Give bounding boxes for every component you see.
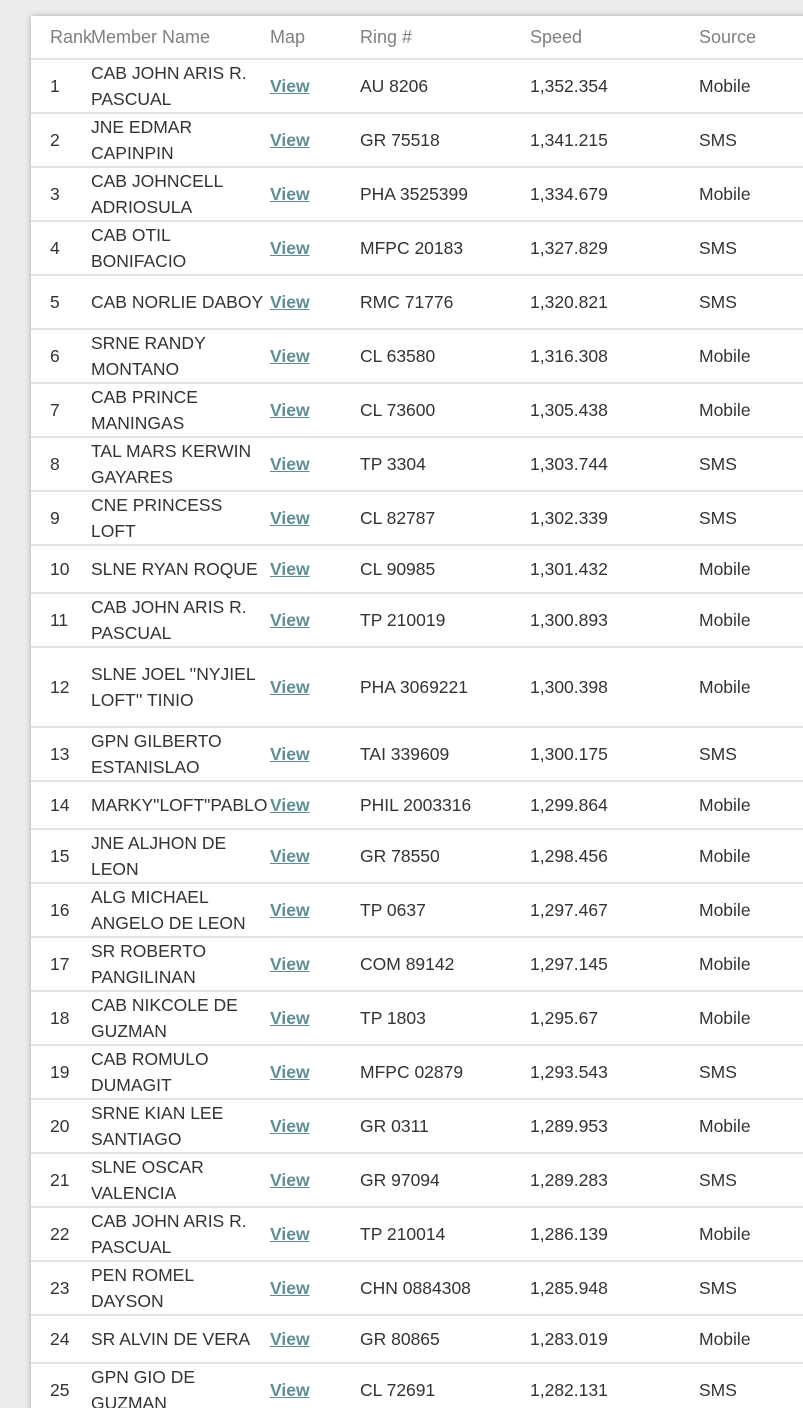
- map-cell: [270, 1261, 360, 1315]
- ring-number-cell: TP 0637: [360, 883, 530, 937]
- speed-cell: 1,283.019: [530, 1315, 699, 1363]
- view-map-link[interactable]: View: [270, 454, 310, 474]
- table-row: [31, 545, 803, 593]
- source-cell: SMS: [699, 275, 803, 329]
- table-row: [31, 991, 803, 1045]
- view-map-link[interactable]: View: [270, 559, 310, 579]
- source-cell: Mobile: [699, 937, 803, 991]
- ring-number-cell: CHN 0884308: [360, 1261, 530, 1315]
- table-row: [31, 1261, 803, 1315]
- rank-cell: 13: [31, 727, 91, 781]
- rank-cell: 25: [31, 1363, 91, 1408]
- member-name-cell: TAL MARS KERWIN GAYARES: [91, 437, 270, 491]
- view-map-link[interactable]: View: [270, 744, 310, 764]
- header-source: Source: [699, 16, 803, 59]
- speed-cell: 1,341.215: [530, 113, 699, 167]
- map-cell: [270, 781, 360, 829]
- ring-number-cell: TAI 339609: [360, 727, 530, 781]
- view-map-link[interactable]: View: [270, 76, 310, 96]
- speed-cell: 1,282.131: [530, 1363, 699, 1408]
- header-map: Map: [270, 16, 360, 59]
- map-cell: [270, 275, 360, 329]
- rank-cell: 7: [31, 383, 91, 437]
- table-row: [31, 1153, 803, 1207]
- ring-number-cell: CL 82787: [360, 491, 530, 545]
- ring-number-cell: PHA 3069221: [360, 647, 530, 727]
- table-row: [31, 437, 803, 491]
- member-name-cell: CAB OTIL BONIFACIO: [91, 221, 270, 275]
- table-row: [31, 383, 803, 437]
- source-cell: Mobile: [699, 829, 803, 883]
- member-name-cell: PEN ROMEL DAYSON: [91, 1261, 270, 1315]
- table-row: [31, 937, 803, 991]
- rank-cell: 20: [31, 1099, 91, 1153]
- table-row: [31, 59, 803, 113]
- source-cell: SMS: [699, 113, 803, 167]
- speed-cell: 1,289.953: [530, 1099, 699, 1153]
- view-map-link[interactable]: View: [270, 900, 310, 920]
- member-name-cell: CNE PRINCESS LOFT: [91, 491, 270, 545]
- speed-cell: 1,352.354: [530, 59, 699, 113]
- speed-cell: 1,286.139: [530, 1207, 699, 1261]
- ring-number-cell: CL 72691: [360, 1363, 530, 1408]
- member-name-cell: GPN GILBERTO ESTANISLAO: [91, 727, 270, 781]
- map-cell: [270, 1045, 360, 1099]
- map-cell: [270, 937, 360, 991]
- rank-cell: 19: [31, 1045, 91, 1099]
- view-map-link[interactable]: View: [270, 1116, 310, 1136]
- ring-number-cell: TP 1803: [360, 991, 530, 1045]
- ring-number-cell: PHA 3525399: [360, 167, 530, 221]
- view-map-link[interactable]: View: [270, 1380, 310, 1400]
- member-name-cell: CAB PRINCE MANINGAS: [91, 383, 270, 437]
- table-row: [31, 1363, 803, 1408]
- map-cell: [270, 829, 360, 883]
- map-cell: [270, 1153, 360, 1207]
- speed-cell: 1,303.744: [530, 437, 699, 491]
- speed-cell: 1,334.679: [530, 167, 699, 221]
- view-map-link[interactable]: View: [270, 238, 310, 258]
- view-map-link[interactable]: View: [270, 1170, 310, 1190]
- table-row: [31, 829, 803, 883]
- table-header: [31, 16, 803, 59]
- member-name-cell: CAB JOHNCELL ADRIOSULA: [91, 167, 270, 221]
- source-cell: SMS: [699, 1261, 803, 1315]
- source-cell: SMS: [699, 1045, 803, 1099]
- speed-cell: 1,301.432: [530, 545, 699, 593]
- ring-number-cell: CL 63580: [360, 329, 530, 383]
- member-name-cell: MARKY"LOFT"PABLO: [91, 781, 270, 829]
- map-cell: [270, 1099, 360, 1153]
- speed-cell: 1,298.456: [530, 829, 699, 883]
- view-map-link[interactable]: View: [270, 846, 310, 866]
- rank-cell: 11: [31, 593, 91, 647]
- ring-number-cell: GR 80865: [360, 1315, 530, 1363]
- rank-cell: 4: [31, 221, 91, 275]
- speed-cell: 1,300.893: [530, 593, 699, 647]
- ring-number-cell: COM 89142: [360, 937, 530, 991]
- map-cell: [270, 1207, 360, 1261]
- table-row: [31, 1045, 803, 1099]
- source-cell: Mobile: [699, 781, 803, 829]
- table-row: [31, 647, 803, 727]
- speed-cell: 1,299.864: [530, 781, 699, 829]
- ring-number-cell: TP 3304: [360, 437, 530, 491]
- view-map-link[interactable]: View: [270, 1278, 310, 1298]
- view-map-link[interactable]: View: [270, 1224, 310, 1244]
- table-row: [31, 593, 803, 647]
- table-row: [31, 727, 803, 781]
- source-cell: Mobile: [699, 593, 803, 647]
- table-row: [31, 491, 803, 545]
- ring-number-cell: CL 90985: [360, 545, 530, 593]
- map-cell: [270, 727, 360, 781]
- speed-cell: 1,297.467: [530, 883, 699, 937]
- rank-cell: 9: [31, 491, 91, 545]
- rank-cell: 14: [31, 781, 91, 829]
- speed-cell: 1,320.821: [530, 275, 699, 329]
- member-name-cell: JNE ALJHON DE LEON: [91, 829, 270, 883]
- results-card: [31, 16, 803, 1408]
- view-map-link[interactable]: View: [270, 1329, 310, 1349]
- source-cell: Mobile: [699, 545, 803, 593]
- table-row: [31, 883, 803, 937]
- member-name-cell: JNE EDMAR CAPINPIN: [91, 113, 270, 167]
- ring-number-cell: TP 210014: [360, 1207, 530, 1261]
- source-cell: SMS: [699, 437, 803, 491]
- speed-cell: 1,300.398: [530, 647, 699, 727]
- map-cell: [270, 167, 360, 221]
- source-cell: SMS: [699, 491, 803, 545]
- speed-cell: 1,293.543: [530, 1045, 699, 1099]
- member-name-cell: SLNE OSCAR VALENCIA: [91, 1153, 270, 1207]
- map-cell: [270, 221, 360, 275]
- map-cell: [270, 113, 360, 167]
- view-map-link[interactable]: View: [270, 292, 310, 312]
- rank-cell: 21: [31, 1153, 91, 1207]
- view-map-link[interactable]: View: [270, 1008, 310, 1028]
- source-cell: Mobile: [699, 383, 803, 437]
- view-map-link[interactable]: View: [270, 795, 310, 815]
- rank-cell: 1: [31, 59, 91, 113]
- rank-cell: 3: [31, 167, 91, 221]
- header-row: [31, 16, 803, 59]
- view-map-link[interactable]: View: [270, 508, 310, 528]
- map-cell: [270, 883, 360, 937]
- speed-cell: 1,327.829: [530, 221, 699, 275]
- member-name-cell: SRNE KIAN LEE SANTIAGO: [91, 1099, 270, 1153]
- ring-number-cell: MFPC 20183: [360, 221, 530, 275]
- table-row: [31, 113, 803, 167]
- member-name-cell: CAB JOHN ARIS R. PASCUAL: [91, 593, 270, 647]
- ring-number-cell: GR 75518: [360, 113, 530, 167]
- rank-cell: 24: [31, 1315, 91, 1363]
- table-row: [31, 329, 803, 383]
- table-row: [31, 1315, 803, 1363]
- view-map-link[interactable]: View: [270, 1062, 310, 1082]
- map-cell: [270, 491, 360, 545]
- source-cell: Mobile: [699, 59, 803, 113]
- source-cell: Mobile: [699, 991, 803, 1045]
- view-map-link[interactable]: View: [270, 610, 310, 630]
- rank-cell: 16: [31, 883, 91, 937]
- map-cell: [270, 1315, 360, 1363]
- member-name-cell: SLNE RYAN ROQUE: [91, 545, 270, 593]
- rank-cell: 18: [31, 991, 91, 1045]
- rank-cell: 17: [31, 937, 91, 991]
- member-name-cell: CAB JOHN ARIS R. PASCUAL: [91, 59, 270, 113]
- source-cell: Mobile: [699, 883, 803, 937]
- table-row: [31, 275, 803, 329]
- rank-cell: 10: [31, 545, 91, 593]
- map-cell: [270, 437, 360, 491]
- table-row: [31, 1099, 803, 1153]
- table-row: [31, 167, 803, 221]
- map-cell: [270, 545, 360, 593]
- view-map-link[interactable]: View: [270, 400, 310, 420]
- member-name-cell: CAB JOHN ARIS R. PASCUAL: [91, 1207, 270, 1261]
- speed-cell: 1,289.283: [530, 1153, 699, 1207]
- source-cell: Mobile: [699, 1315, 803, 1363]
- view-map-link[interactable]: View: [270, 346, 310, 366]
- table-row: [31, 781, 803, 829]
- table-body: [31, 59, 803, 1408]
- rank-cell: 2: [31, 113, 91, 167]
- ring-number-cell: TP 210019: [360, 593, 530, 647]
- source-cell: SMS: [699, 727, 803, 781]
- member-name-cell: GPN GIO DE GUZMAN: [91, 1363, 270, 1408]
- member-name-cell: ALG MICHAEL ANGELO DE LEON: [91, 883, 270, 937]
- view-map-link[interactable]: View: [270, 677, 310, 697]
- rank-cell: 22: [31, 1207, 91, 1261]
- rank-cell: 8: [31, 437, 91, 491]
- speed-cell: 1,302.339: [530, 491, 699, 545]
- table-row: [31, 221, 803, 275]
- race-results-table: [31, 16, 803, 1408]
- source-cell: SMS: [699, 1363, 803, 1408]
- map-cell: [270, 991, 360, 1045]
- map-cell: [270, 593, 360, 647]
- view-map-link[interactable]: View: [270, 184, 310, 204]
- source-cell: Mobile: [699, 1099, 803, 1153]
- ring-number-cell: GR 0311: [360, 1099, 530, 1153]
- member-name-cell: SR ALVIN DE VERA: [91, 1315, 270, 1363]
- member-name-cell: CAB ROMULO DUMAGIT: [91, 1045, 270, 1099]
- member-name-cell: CAB NIKCOLE DE GUZMAN: [91, 991, 270, 1045]
- rank-cell: 15: [31, 829, 91, 883]
- speed-cell: 1,295.67: [530, 991, 699, 1045]
- rank-cell: 5: [31, 275, 91, 329]
- speed-cell: 1,316.308: [530, 329, 699, 383]
- ring-number-cell: PHIL 2003316: [360, 781, 530, 829]
- source-cell: SMS: [699, 221, 803, 275]
- ring-number-cell: GR 78550: [360, 829, 530, 883]
- source-cell: Mobile: [699, 647, 803, 727]
- map-cell: [270, 647, 360, 727]
- map-cell: [270, 329, 360, 383]
- member-name-cell: SR ROBERTO PANGILINAN: [91, 937, 270, 991]
- member-name-cell: SLNE JOEL ''NYJIEL LOFT'' TINIO: [91, 647, 270, 727]
- member-name-cell: CAB NORLIE DABOY: [91, 275, 270, 329]
- view-map-link[interactable]: View: [270, 130, 310, 150]
- speed-cell: 1,300.175: [530, 727, 699, 781]
- ring-number-cell: MFPC 02879: [360, 1045, 530, 1099]
- rank-cell: 12: [31, 647, 91, 727]
- speed-cell: 1,285.948: [530, 1261, 699, 1315]
- header-member-name: Member Name: [91, 16, 270, 59]
- ring-number-cell: GR 97094: [360, 1153, 530, 1207]
- table-row: [31, 1207, 803, 1261]
- source-cell: Mobile: [699, 1207, 803, 1261]
- ring-number-cell: AU 8206: [360, 59, 530, 113]
- source-cell: Mobile: [699, 329, 803, 383]
- rank-cell: 23: [31, 1261, 91, 1315]
- header-rank: Rank: [31, 16, 91, 59]
- ring-number-cell: RMC 71776: [360, 275, 530, 329]
- header-speed: Speed: [530, 16, 699, 59]
- view-map-link[interactable]: View: [270, 954, 310, 974]
- map-cell: [270, 1363, 360, 1408]
- source-cell: SMS: [699, 1153, 803, 1207]
- source-cell: Mobile: [699, 167, 803, 221]
- speed-cell: 1,305.438: [530, 383, 699, 437]
- map-cell: [270, 383, 360, 437]
- header-ring-number: Ring #: [360, 16, 530, 59]
- map-cell: [270, 59, 360, 113]
- member-name-cell: SRNE RANDY MONTANO: [91, 329, 270, 383]
- speed-cell: 1,297.145: [530, 937, 699, 991]
- rank-cell: 6: [31, 329, 91, 383]
- ring-number-cell: CL 73600: [360, 383, 530, 437]
